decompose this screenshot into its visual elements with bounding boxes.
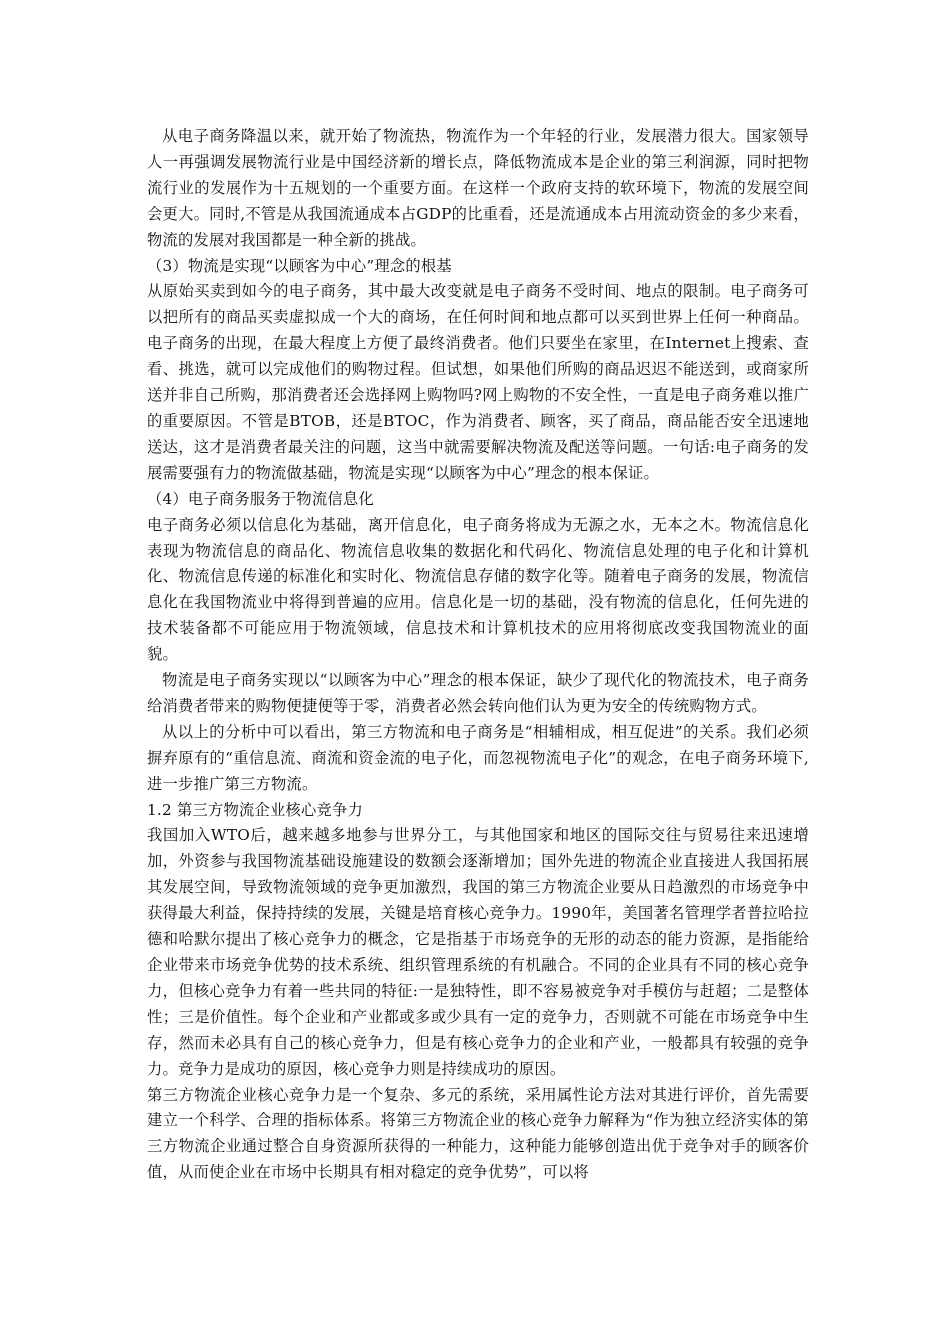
paragraph-third-party-promotion: 从以上的分析中可以看出，第三方物流和电子商务是“相辅相成，相互促进”的关系。我们必须摒弃原有的“重信息流、商流和资金流的电子化，而忽视物流电子化”的观念，在电子商务环境下,进一步推广第三方物流。 [147, 722, 809, 793]
paragraph-ecommerce-logistics-foundation: 从原始买卖到如今的电子商务，其中最大改变就是电子商务不受时间、地点的限制。电子商务可以把所有的商品买卖虚拟成一个大的商场，在任何时间和地点都可以买到世界上任何一种商品。电子商务的出现，在最大程度上方便了最终消费者。他们只要坐在家里，在Internet上搜索、查看、挑选，就可以完成他们的购物过程。但试想，如果他们所购的商品迟迟不能送到，或商家所送并非自己所购，那消费者还会选择网上购物吗?网上购物的不安全性，一直是电子商务难以推广的重要原因。不管是BTOB，还是BTOC，作为消费者、顾客，买了商品，商品能否安全迅速地送达，这才是消费者最关注的问题，这当中就需要解决物流及配送等问题。一句话:电子商务的发展需要强有力的物流做基础，物流是实现“以顾客为中心”理念的根本保证。 [147, 282, 809, 482]
section-heading-core-competence: 1.2 第三方物流企业核心竞争力 [147, 800, 363, 819]
paragraph-logistics-growth: 从电子商务降温以来，就开始了物流热，物流作为一个年轻的行业，发展潜力很大。国家领导人一再强调发展物流行业是中国经济新的增长点，降低物流成本是企业的第三利润源，同时把物流行业的发展作为十五规划的一个重要方面。在这样一个政府支持的软环境下，物流的发展空间会更大。同时,不管是从我国流通成本占GDP的比重看，还是流通成本占用流动资金的多少来看，物流的发展对我国都是一种全新的挑战。 [147, 127, 809, 249]
section-heading-informatization: （4）电子商务服务于物流信息化 [147, 489, 374, 508]
document-page [147, 124, 809, 1186]
paragraph-logistics-informatization: 电子商务必须以信息化为基础，离开信息化，电子商务将成为无源之水，无本之木。物流信息化表现为物流信息的商品化、物流信息收集的数据化和代码化、物流信息处理的电子化和计算机化、物流信息传递的标准化和实时化、物流信息存储的数字化等。随着电子商务的发展，物流信息化在我国物流业中将得到普遍的应用。信息化是一切的基础，没有物流的信息化，任何先进的技术装备都不可能应用于物流领域，信息技术和计算机技术的应用将彻底改变我国物流业的面貌。 [147, 515, 809, 664]
paragraph-evaluation-system: 第三方物流企业核心竞争力是一个复杂、多元的系统，采用属性论方法对其进行评价，首先需要建立一个科学、合理的指标体系。将第三方物流企业的核心竞争力解释为“作为独立经济实体的第三方物流企业通过整合自身资源所获得的一种能力，这种能力能够创造出优于竞争对手的顾客价值，从而使企业在市场中长期具有相对稳定的竞争优势”，可以将 [147, 1085, 809, 1182]
section-heading-customer-centric: （3）物流是实现“以顾客为中心”理念的根基 [147, 256, 452, 275]
paragraph-wto-core-competence: 我国加入WTO后，越来越多地参与世界分工，与其他国家和地区的国际交往与贸易往来迅速增加，外资参与我国物流基础设施建设的数额会逐渐增加；国外先进的物流企业直接进人我国拓展其发展空间，导致物流领域的竞争更加激烈，我国的第三方物流企业要从日趋激烈的市场竞争中获得最大利益，保持持续的发展，关键是培育核心竞争力。1990年，美国著名管理学者普拉哈拉德和哈默尔提出了核心竞争力的概念，它是指基于市场竞争的无形的动态的能力资源，是指能给企业带来市场竞争优势的技术系统、组织管理系统的有机融合。不同的企业具有不同的核心竞争力，但核心竞争力有着一些共同的特征:一是独特性，即不容易被竞争对手模仿与赶超；二是整体性；三是价值性。每个企业和产业都或多或少具有一定的竞争力，否则就不可能在市场竞争中生存，然而未必具有自己的核心竞争力，但是有核心竞争力的企业和产业，一般都具有较强的竞争力。竞争力是成功的原因，核心竞争力则是持续成功的原因。 [147, 826, 809, 1078]
paragraph-logistics-guarantee: 物流是电子商务实现以“以顾客为中心”理念的根本保证，缺少了现代化的物流技术，电子商务给消费者带来的购物便捷便等于零，消费者必然会转向他们认为更为安全的传统购物方式。 [147, 671, 809, 715]
